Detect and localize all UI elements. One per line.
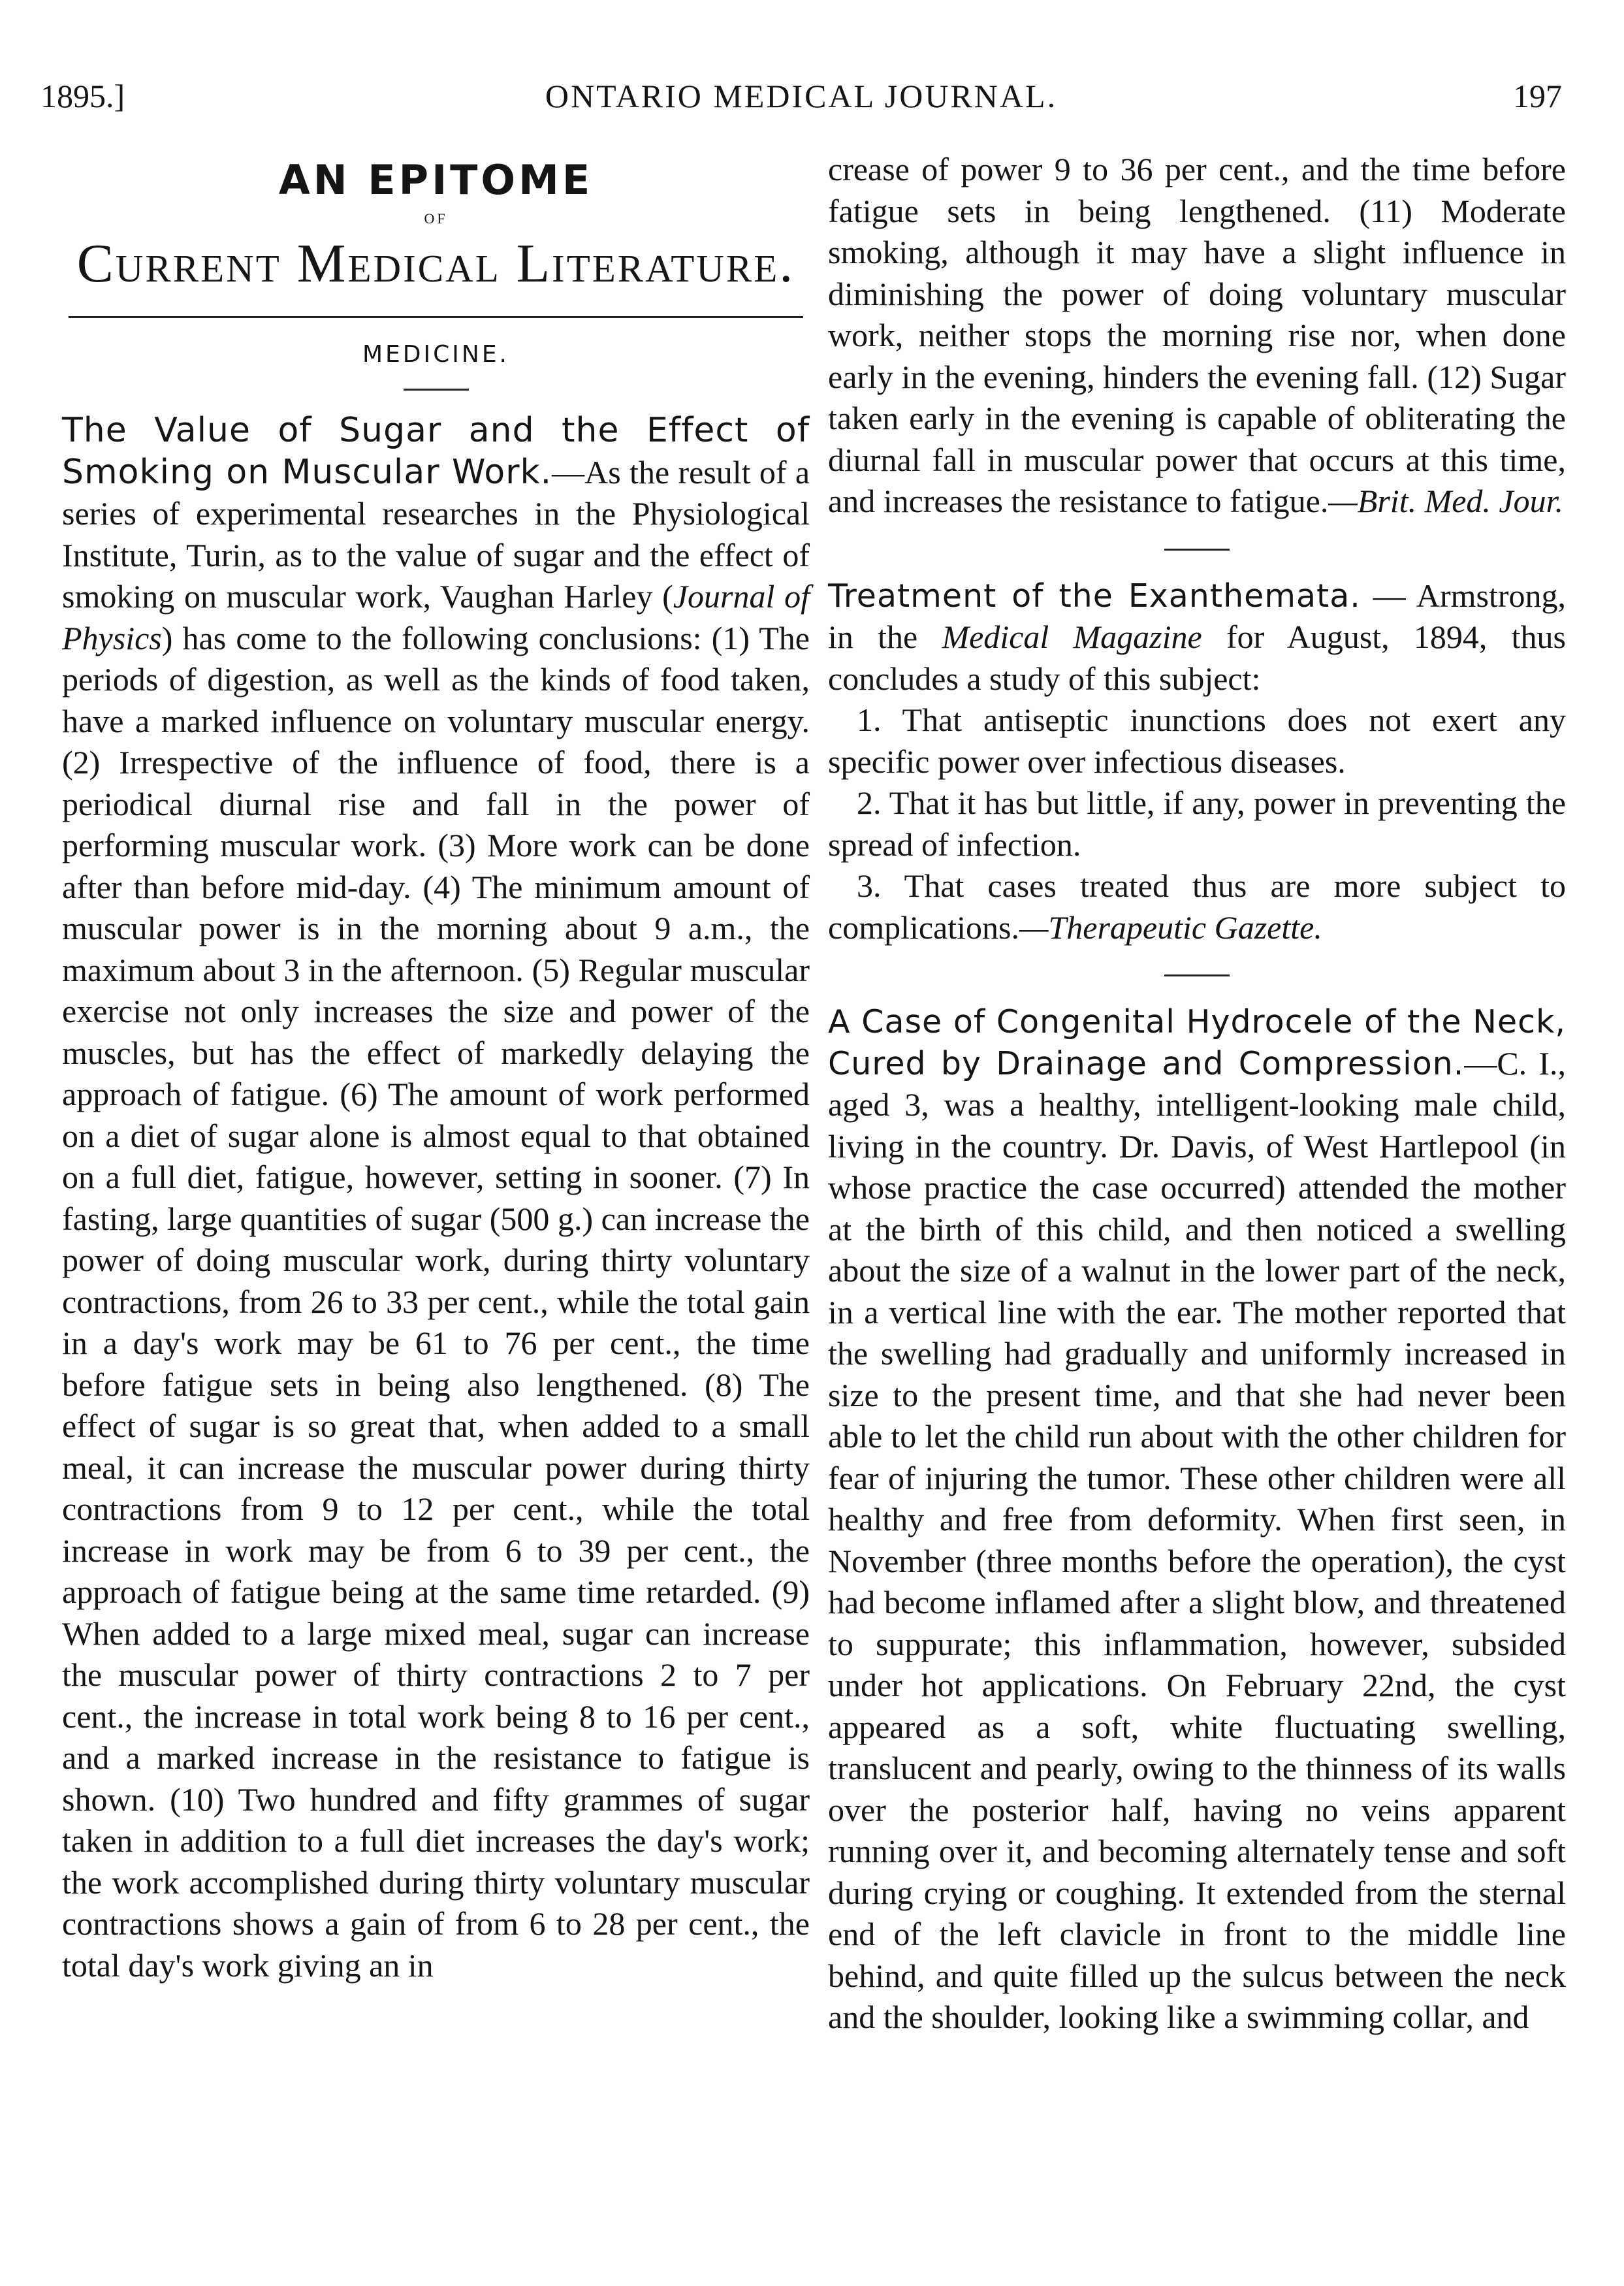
article-sugar-smoking-continued	[828, 149, 1566, 523]
epitome-of: OF	[424, 210, 448, 227]
article-hydrocele	[828, 1001, 1566, 2038]
right-column	[828, 149, 1566, 2038]
article-sugar-smoking-text-c: crease of power 9 to 36 per cent., and the time before fatigue sets in being lengthened. (11) Moderate smoking, although it may have a slight influence in diminishing the power of doing voluntary muscular work, neither stops the morning rise nor, when done early in the evening, hinders the evening fall. (12) Sugar taken early in the evening is capable of obliterating the diurnal fall in muscular power that occurs at this time, and increases the resistance to fatigue.	[828, 151, 1566, 519]
running-head	[40, 77, 1562, 129]
article-exanthemata-intro-a: — Armstrong, in the	[828, 577, 1566, 655]
article-separator	[1164, 549, 1230, 551]
article-exanthemata-heading: Treatment of the Exanthemata.	[828, 577, 1361, 615]
article-sugar-smoking-journal: Journal of Physics	[62, 578, 810, 656]
title-rule	[69, 316, 803, 318]
page-number: 197	[1513, 78, 1562, 114]
exanthemata-point: 2. That it has but little, if any, power in preventing the spread of infection.	[828, 784, 1566, 863]
article-sugar-smoking-text-b: ) has come to the following conclusions: (1) The periods of digestion, as well as the kinds of food taken, have a marked influence on voluntary muscular energy. (2) Irrespective of the influence of food, there is a periodical diurnal rise and fall in the power of performing muscular work. (3) More work can be done after than before mid-day. (4) The minimum amount of muscular power is in the morning about 9 a.m., the maximum about 3 in the afternoon. (5) Regular muscular exercise not only increases the size and power of the muscles, but has the effect of markedly delaying the approach of fatigue. (6) The amount of work performed on a diet of sugar alone is almost equal to that obtained on a full diet, fatigue, however, setting in sooner. (7) In fasting, large quantities of sugar (500 g.) can increase the power of doing muscular work, during thirty voluntary contractions, from 26 to 33 per cent., while the total gain in a day's work may be 61 to 76 per cent., the time before fatigue sets in being also lengthened. (8) The effect of sugar is so great that, when added to a small meal, it can increase the muscular power during thirty contractions from 9 to 12 per cent., while the total increase in work may be from 6 to 39 per cent., the approach of fatigue being at the same time retarded. (9) When added to a large mixed meal, sugar can increase the muscular power of thirty contractions 2 to 7 per cent., the increase in total work being 8 to 16 per cent., and a marked increase in the resistance to fatigue is shown. (10) Two hundred and fifty grammes of sugar taken in addition to a full diet increases the day's work; the work accomplished during thirty voluntary muscular contractions shows a gain of from 6 to 28 per cent., the total day's work giving an in	[62, 619, 810, 1984]
article-sugar-smoking	[62, 410, 810, 1986]
article-hydrocele-text: —C. I., aged 3, was a healthy, intelligent-looking male child, living in the country. Dr. Davis, of West Hartlepool (in whose practice the case occurred) attended the mother at the birth of this child, and then noticed a swelling about the size of a walnut in the lower part of the neck, in a vertical line with the ear. The mother reported that the swelling had gradually and uniformly increased in size to the present time, and that she had never been able to let the child run about with the other children for fear of injuring the tumor. These other children were all healthy and free from deformity. When first seen, in November (three months before the operation), the cyst had become inflamed after a slight blow, and threatened to suppurate; this inflammation, however, subsided under hot applications. On February 22nd, the cyst appeared as a soft, white fluctuating swelling, translucent and pearly, owing to the thinness of its walls over the posterior half, having no veins apparent running over it, and becoming alternately tense and soft during crying or coughing. It extended from the sternal end of the left clavicle in front to the middle line behind, and quite filled up the sulcus between the neck and the shoulder, looking like a swimming collar, and	[828, 1044, 1566, 2035]
article-sugar-smoking-source: —Brit. Med. Jour.	[1328, 483, 1564, 519]
epitome-subtitle: Current Medical Literature.	[76, 233, 795, 294]
running-head-date: 1895.]	[40, 78, 125, 114]
article-sugar-smoking-heading: The Value of Sugar and the Effect of Smoking on Muscular Work.	[62, 411, 810, 492]
exanthemata-point-last	[828, 865, 1566, 948]
article-hydrocele-heading: A Case of Congenital Hydrocele of the Neck, Cured by Drainage and Compression.	[828, 1003, 1566, 1082]
article-exanthemata-source: —Therapeutic Gazette.	[1019, 909, 1322, 946]
epitome-title: AN EPITOME	[278, 156, 594, 204]
left-column	[62, 149, 810, 1986]
running-head-journal-title: ONTARIO MEDICAL JOURNAL.	[545, 78, 1058, 114]
section-rule	[404, 389, 469, 391]
section-heading: MEDICINE.	[362, 341, 510, 368]
exanthemata-point-text: 3. That cases treated thus are more subject to complications.	[828, 867, 1566, 946]
article-exanthemata-intro-b: for August, 1894, thus concludes a study of this subject:	[828, 619, 1566, 697]
article-exanthemata	[828, 575, 1566, 700]
article-exanthemata-magazine: Medical Magazine	[942, 619, 1202, 655]
exanthemata-point: 1. That antiseptic inunctions does not exert any specific power over infectious diseases.	[828, 701, 1566, 780]
article-separator	[1164, 974, 1230, 976]
article-sugar-smoking-text-a: —As the result of a series of experimental researches in the Physiological Institute, Turin, as to the value of sugar and the effect of smoking on muscular work, Vaughan Harley (	[62, 453, 810, 615]
